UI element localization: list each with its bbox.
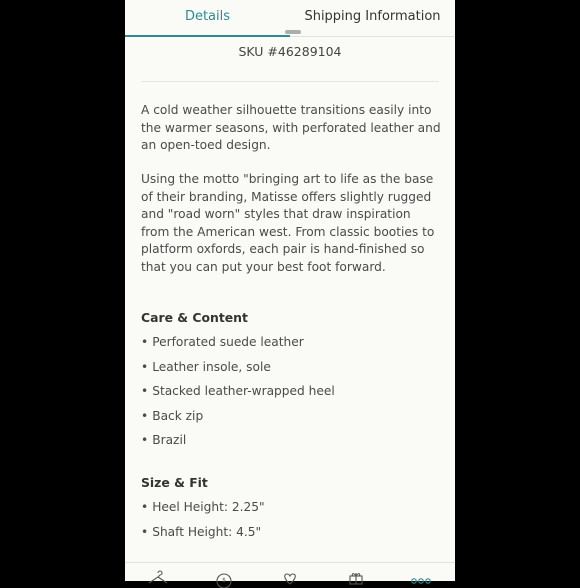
- list-item: • Back zip: [141, 409, 204, 423]
- list-item: • Leather insole, sole: [141, 360, 271, 374]
- tab-details[interactable]: Details: [125, 0, 290, 36]
- cropped-text-fragment: [285, 30, 301, 34]
- product-sku: SKU #46289104: [238, 44, 342, 59]
- product-details-screen: [125, 0, 455, 584]
- heart-icon[interactable]: [279, 569, 301, 581]
- more-dots-icon[interactable]: [410, 569, 432, 581]
- svg-text:$: $: [222, 577, 226, 584]
- description-paragraph: A cold weather silhouette transitions easily into the warmer seasons, with perforated leather and an open-toed design.: [141, 103, 441, 152]
- size-fit-heading: Size & Fit: [141, 475, 208, 490]
- description-paragraph: Using the motto "bringing art to life as the base of their branding, Matisse offers slightly rugged and "road worn" styles that draw inspiration from the American west. From classic booties to platform oxfords, each pair is hand-finished so that you can put your best foot forward.: [141, 172, 435, 274]
- bottom-navigation: [125, 562, 455, 584]
- tab-shipping-information[interactable]: Shipping Information: [304, 9, 441, 24]
- gift-icon[interactable]: [345, 569, 367, 581]
- list-item: • Brazil: [141, 433, 187, 447]
- hanger-icon[interactable]: [147, 569, 169, 581]
- care-content-heading: Care & Content: [141, 310, 248, 325]
- list-item: • Shaft Height: 4.5": [141, 525, 262, 539]
- divider: [141, 81, 439, 82]
- dollar-tag-icon[interactable]: [213, 569, 235, 584]
- list-item: • Stacked leather-wrapped heel: [141, 384, 335, 398]
- list-item: • Perforated suede leather: [141, 335, 304, 349]
- list-item: • Heel Height: 2.25": [141, 500, 265, 514]
